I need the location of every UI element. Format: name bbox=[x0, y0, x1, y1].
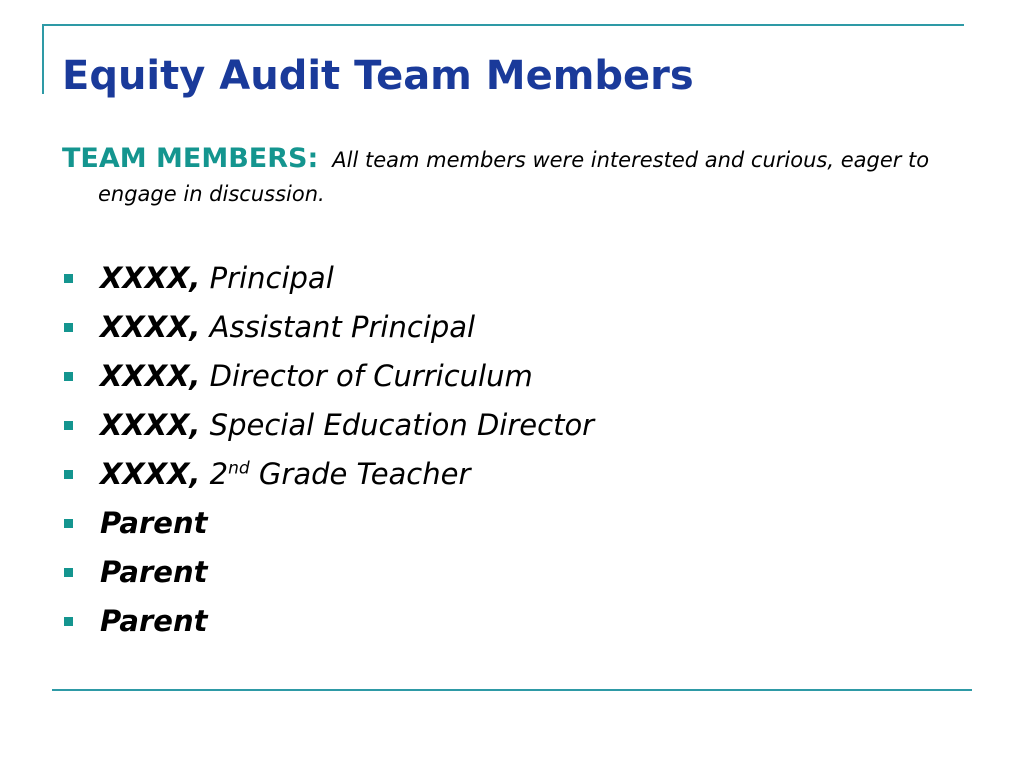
list-item bbox=[62, 597, 594, 646]
square-bullet-icon bbox=[64, 274, 73, 283]
member-list bbox=[62, 254, 594, 646]
member-name: XXXX, bbox=[100, 261, 201, 295]
member-name: Parent bbox=[100, 555, 208, 589]
member-role-ordinal-suffix: nd bbox=[228, 458, 250, 479]
member-role-rest: Grade Teacher bbox=[258, 457, 471, 491]
frame-bottom-line bbox=[52, 689, 972, 691]
member-role-number: 2 bbox=[209, 457, 229, 491]
square-bullet-icon bbox=[64, 372, 73, 381]
square-bullet-icon bbox=[64, 323, 73, 332]
member-role: Director of Curriculum bbox=[209, 359, 533, 393]
member-name: Parent bbox=[100, 506, 208, 540]
member-role bbox=[210, 457, 471, 491]
member-name: XXXX, bbox=[100, 408, 201, 442]
square-bullet-icon bbox=[64, 617, 73, 626]
list-item bbox=[62, 352, 594, 401]
list-item bbox=[62, 499, 594, 548]
member-name: XXXX, bbox=[100, 310, 201, 344]
list-item bbox=[62, 450, 594, 499]
frame-left-line bbox=[42, 24, 44, 94]
member-name: Parent bbox=[100, 604, 208, 638]
frame-top-line bbox=[42, 24, 964, 26]
intro-text: All team members were interested and curious, eager to engage in discussion. bbox=[98, 148, 930, 206]
slide-title: Equity Audit Team Members bbox=[62, 53, 694, 99]
intro-heading: TEAM MEMBERS: bbox=[62, 143, 319, 174]
list-item bbox=[62, 303, 594, 352]
list-item bbox=[62, 254, 594, 303]
member-role: Assistant Principal bbox=[209, 310, 476, 344]
square-bullet-icon bbox=[64, 519, 73, 528]
member-role: Special Education Director bbox=[209, 408, 595, 442]
list-item bbox=[62, 548, 594, 597]
square-bullet-icon bbox=[64, 421, 73, 430]
member-name: XXXX, bbox=[100, 457, 201, 491]
list-item bbox=[62, 401, 594, 450]
intro-paragraph bbox=[62, 142, 968, 211]
member-role: Principal bbox=[209, 261, 334, 295]
square-bullet-icon bbox=[64, 470, 73, 479]
square-bullet-icon bbox=[64, 568, 73, 577]
member-name: XXXX, bbox=[100, 359, 201, 393]
